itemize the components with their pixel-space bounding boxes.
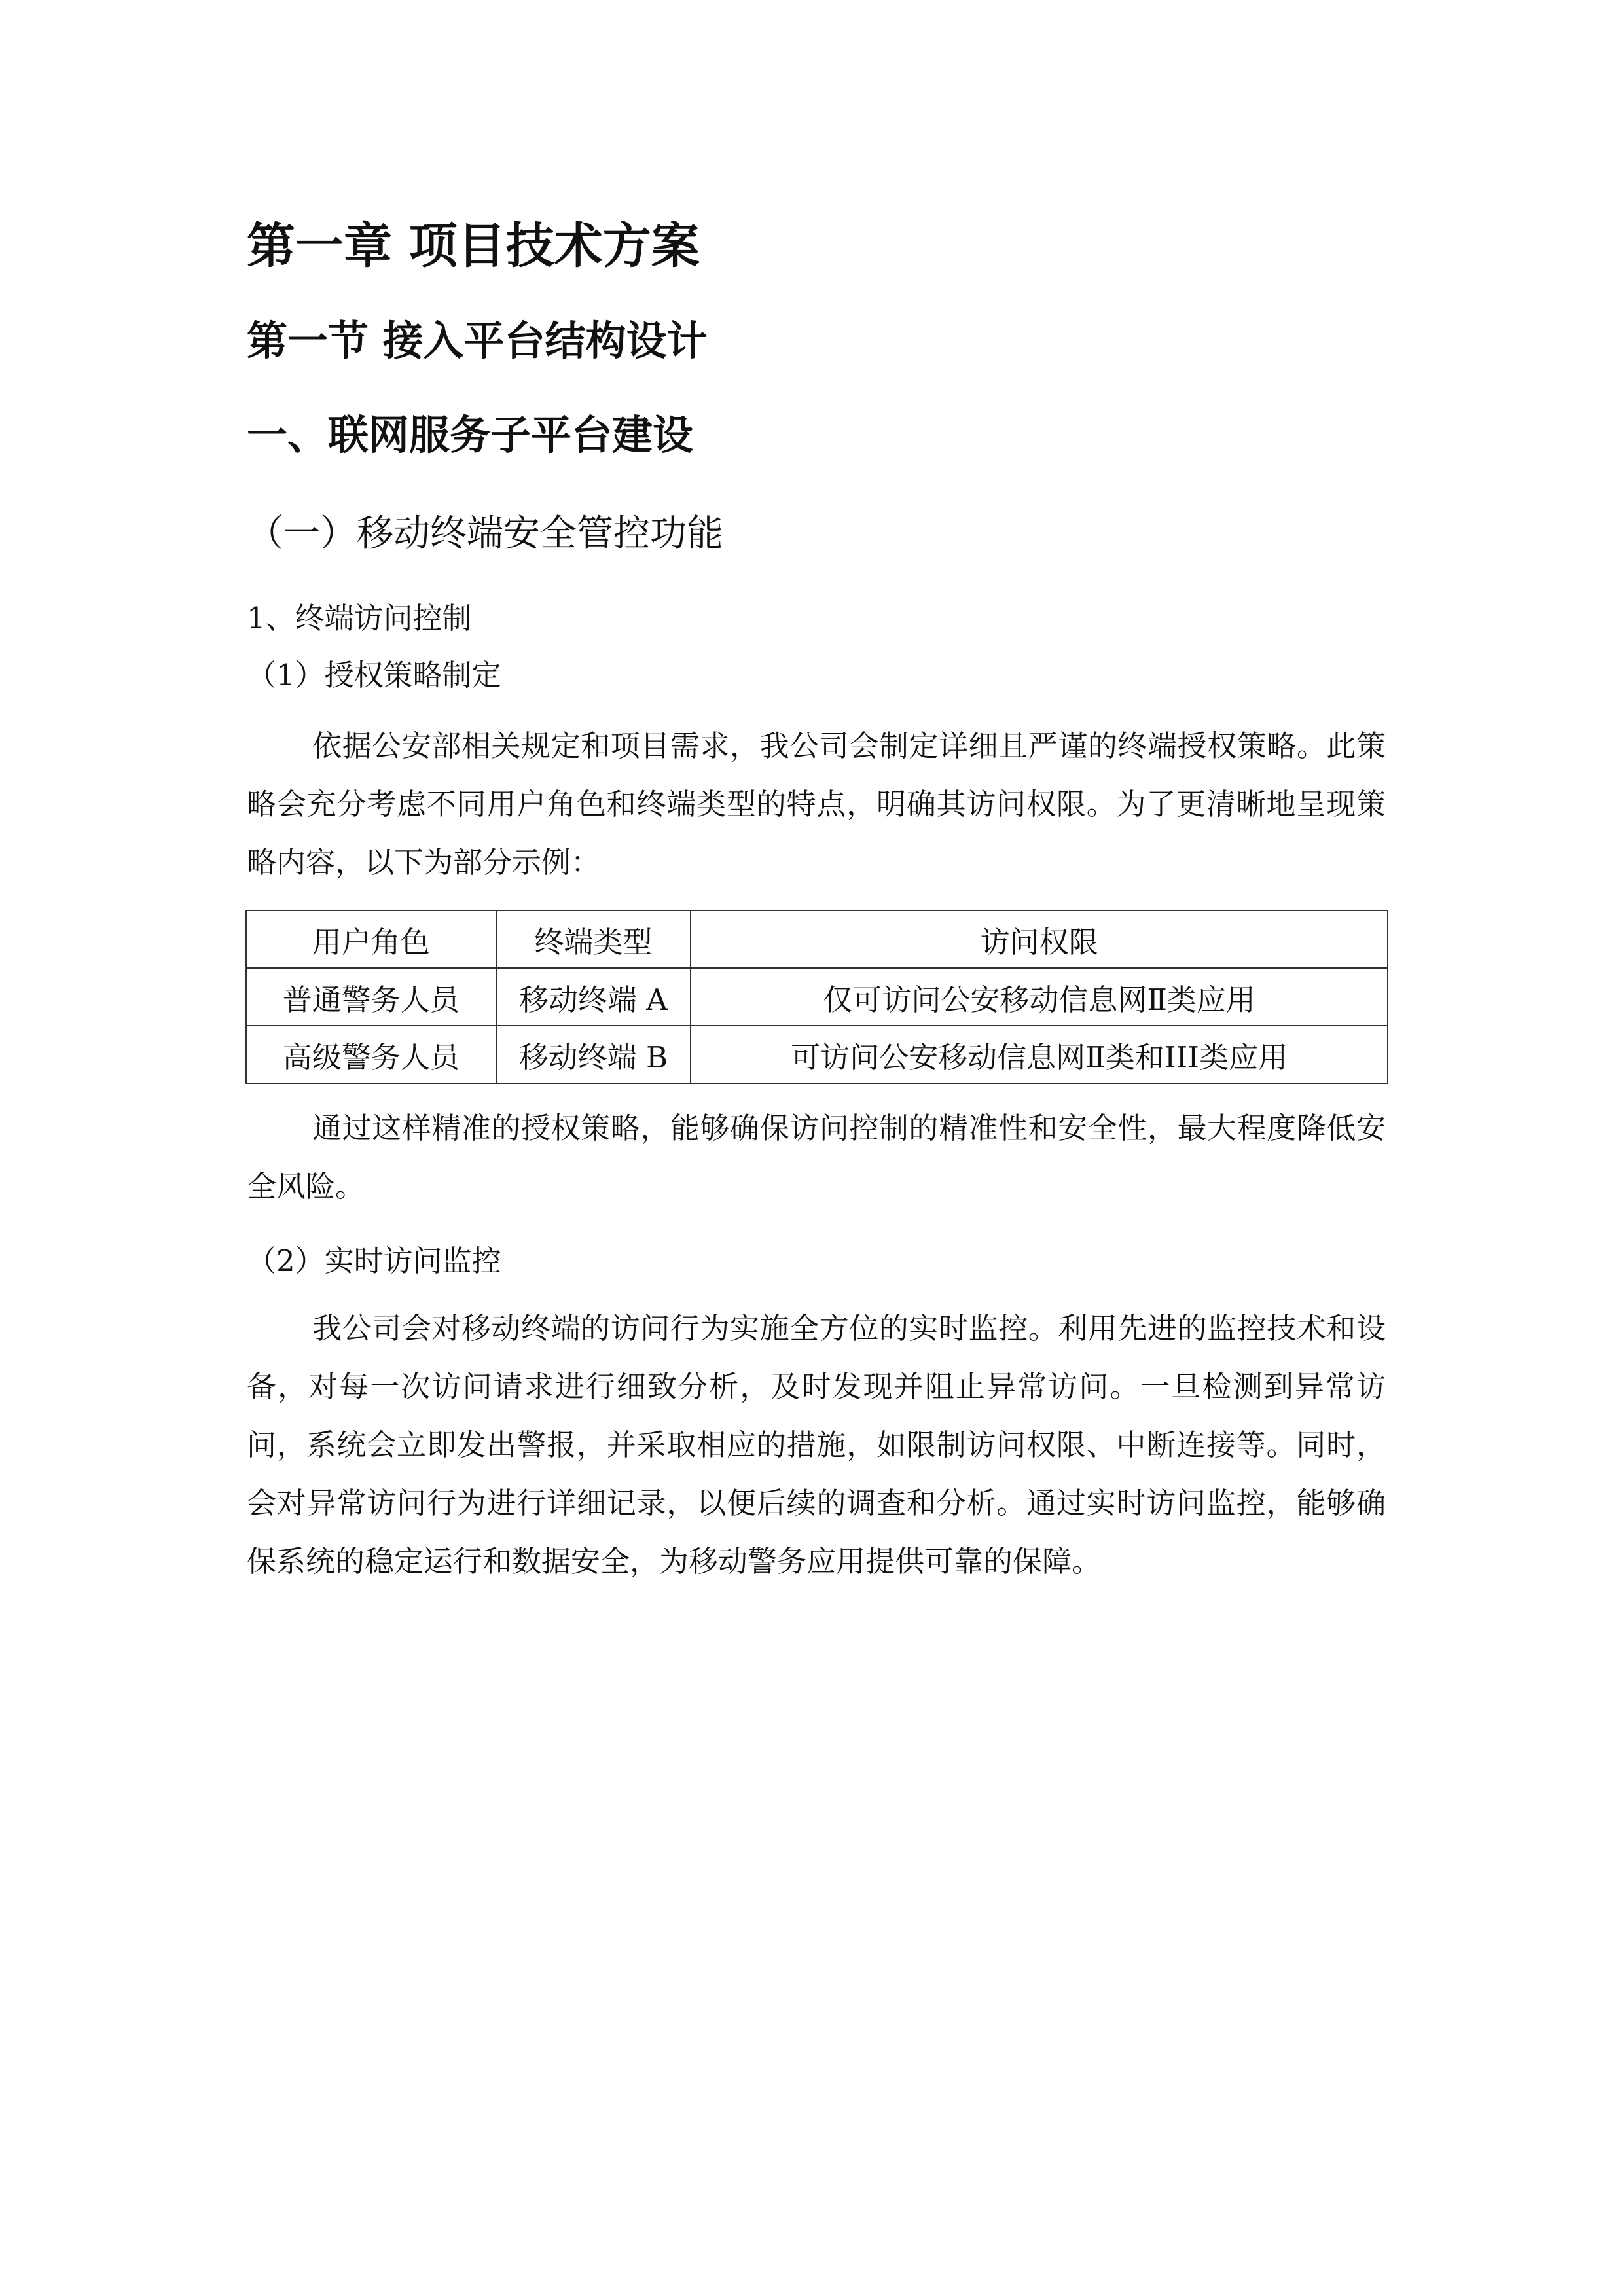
subsection-title: 一、联网服务子平台建设	[247, 411, 694, 459]
table-header-cell: 访问权限	[691, 910, 1388, 968]
table-row	[246, 968, 1388, 1026]
table-cell: 可访问公安移动信息网Ⅱ类和III类应用	[691, 1026, 1388, 1083]
table-cell: 高级警务人员	[246, 1026, 496, 1083]
part-title: （一）移动终端安全管控功能	[247, 512, 723, 555]
document-page	[247, 0, 1389, 2296]
table-cell: 移动终端 A	[496, 968, 691, 1026]
table-header-cell: 用户角色	[246, 910, 496, 968]
paragraph-policy-summary: 通过这样精准的授权策略，能够确保访问控制的精准性和安全性，最大程度降低安全风险。	[247, 1111, 1386, 1204]
table-cell: 移动终端 B	[496, 1026, 691, 1083]
table-cell: 普通警务人员	[246, 968, 496, 1026]
sub-item-title-1: （1）授权策略制定	[247, 658, 501, 692]
section-title: 第一节 接入平台结构设计	[247, 317, 708, 365]
table-header-cell: 终端类型	[496, 910, 691, 968]
paragraph-realtime-monitoring: 我公司会对移动终端的访问行为实施全方位的实时监控。利用先进的监控技术和设备，对每一次访问请求进行细致分析，及时发现并阻止异常访问。一旦检测到异常访问，系统会立即发出警报，并采取相应的措施，如限制访问权限、中断连接等。同时，会对异常访问行为进行详细记录，以便后续的调查和分析。通过实时访问监控，能够确保系统的稳定运行和数据安全，为移动警务应用提供可靠的保障。	[247, 1311, 1386, 1579]
table-cell: 仅可访问公安移动信息网Ⅱ类应用	[691, 968, 1388, 1026]
table-header-row	[246, 910, 1388, 968]
sub-item-title-2: （2）实时访问监控	[247, 1244, 501, 1278]
paragraph-authorization-policy: 依据公安部相关规定和项目需求，我公司会制定详细且严谨的终端授权策略。此策略会充分考虑不同用户角色和终端类型的特点，明确其访问权限。为了更清晰地呈现策略内容，以下为部分示例：	[247, 728, 1386, 880]
chapter-title: 第一章 项目技术方案	[247, 218, 700, 274]
item-title: 1、终端访问控制	[247, 601, 472, 636]
access-permission-table	[245, 910, 1388, 1084]
table-row	[246, 1026, 1388, 1083]
